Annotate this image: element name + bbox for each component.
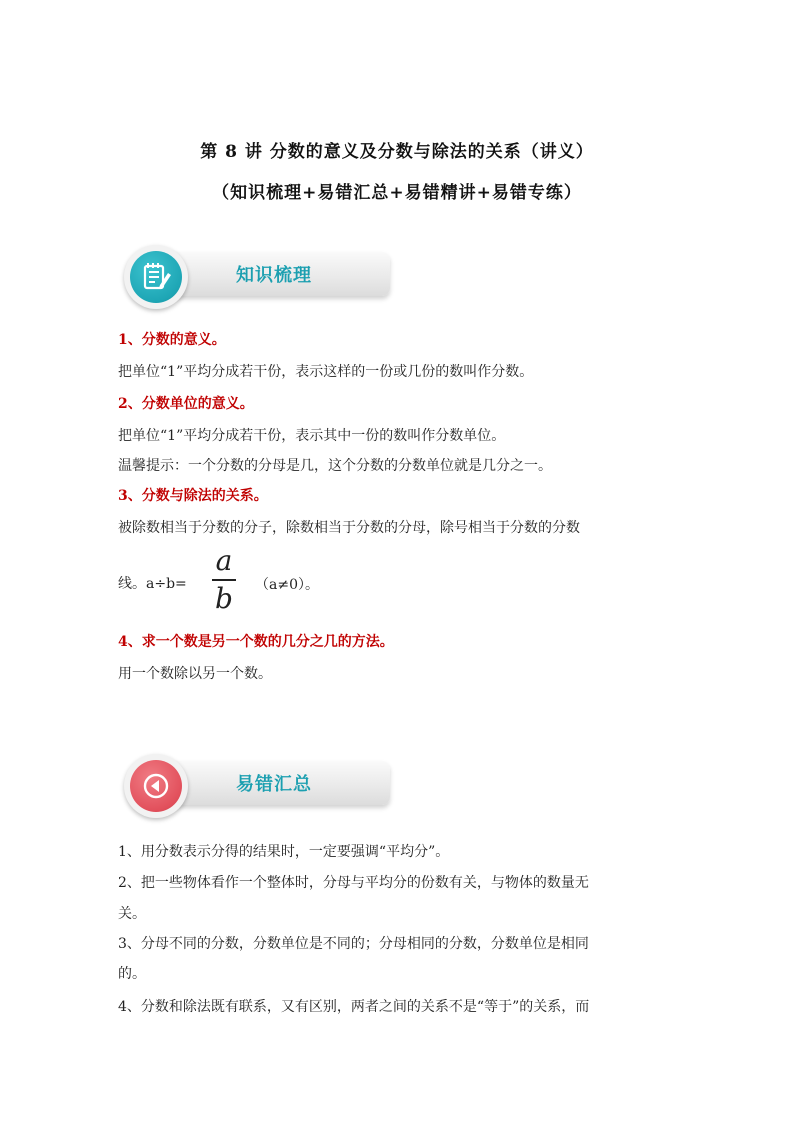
left-arrow-circle-icon <box>130 760 182 812</box>
fraction-numerator: a <box>215 544 233 577</box>
formula-suffix: （a≠0）。 <box>255 577 319 593</box>
error-line-4: 4、分数和除法既有联系，又有区别，两者之间的关系不是“等于”的关系，而 <box>118 999 590 1015</box>
item-heading-4: 4、求一个数是另一个数的几分之几的方法。 <box>118 634 394 650</box>
section-header-errors <box>118 752 394 820</box>
fraction-a-over-b <box>206 546 242 616</box>
error-line-2: 2、把一些物体看作一个整体时，分母与平均分的份数有关，与物体的数量无 <box>118 875 589 891</box>
error-line-1: 1、用分数表示分得的结果时，一定要强调“平均分”。 <box>118 844 450 860</box>
item-body-1: 把单位“1”平均分成若干份，表示这样的一份或几份的数叫作分数。 <box>118 364 534 380</box>
section-title: 易错汇总 <box>236 774 312 795</box>
section-icon-badge <box>124 754 188 818</box>
item-body-2b: 温馨提示：一个分数的分母是几，这个分数的分数单位就是几分之一。 <box>118 458 552 474</box>
item-body-2a: 把单位“1”平均分成若干份，表示其中一份的数叫作分数单位。 <box>118 428 506 444</box>
error-line-3-cont: 的。 <box>118 966 146 982</box>
fraction-denominator: b <box>215 582 233 615</box>
error-line-2-cont: 关。 <box>118 906 146 922</box>
item-body-4: 用一个数除以另一个数。 <box>118 666 272 682</box>
page-subtitle: （知识梳理+易错汇总+易错精讲+易错专练） <box>212 183 582 203</box>
section-icon-badge <box>124 245 188 309</box>
item-heading-1: 1、分数的意义。 <box>118 332 226 348</box>
section-header-knowledge <box>118 243 394 311</box>
section-title: 知识梳理 <box>236 265 312 286</box>
formula-prefix: 线。a÷b= <box>118 576 187 592</box>
page-title: 第 8 讲 分数的意义及分数与除法的关系（讲义） <box>200 142 594 162</box>
item-body-3: 被除数相当于分数的分子，除数相当于分数的分母，除号相当于分数的分数 <box>118 520 580 536</box>
item-heading-2: 2、分数单位的意义。 <box>118 396 254 412</box>
error-line-3: 3、分母不同的分数，分数单位是不同的；分母相同的分数，分数单位是相同 <box>118 936 589 952</box>
notepad-pencil-icon <box>130 251 182 303</box>
item-heading-3: 3、分数与除法的关系。 <box>118 488 268 504</box>
fraction-bar <box>212 579 236 581</box>
